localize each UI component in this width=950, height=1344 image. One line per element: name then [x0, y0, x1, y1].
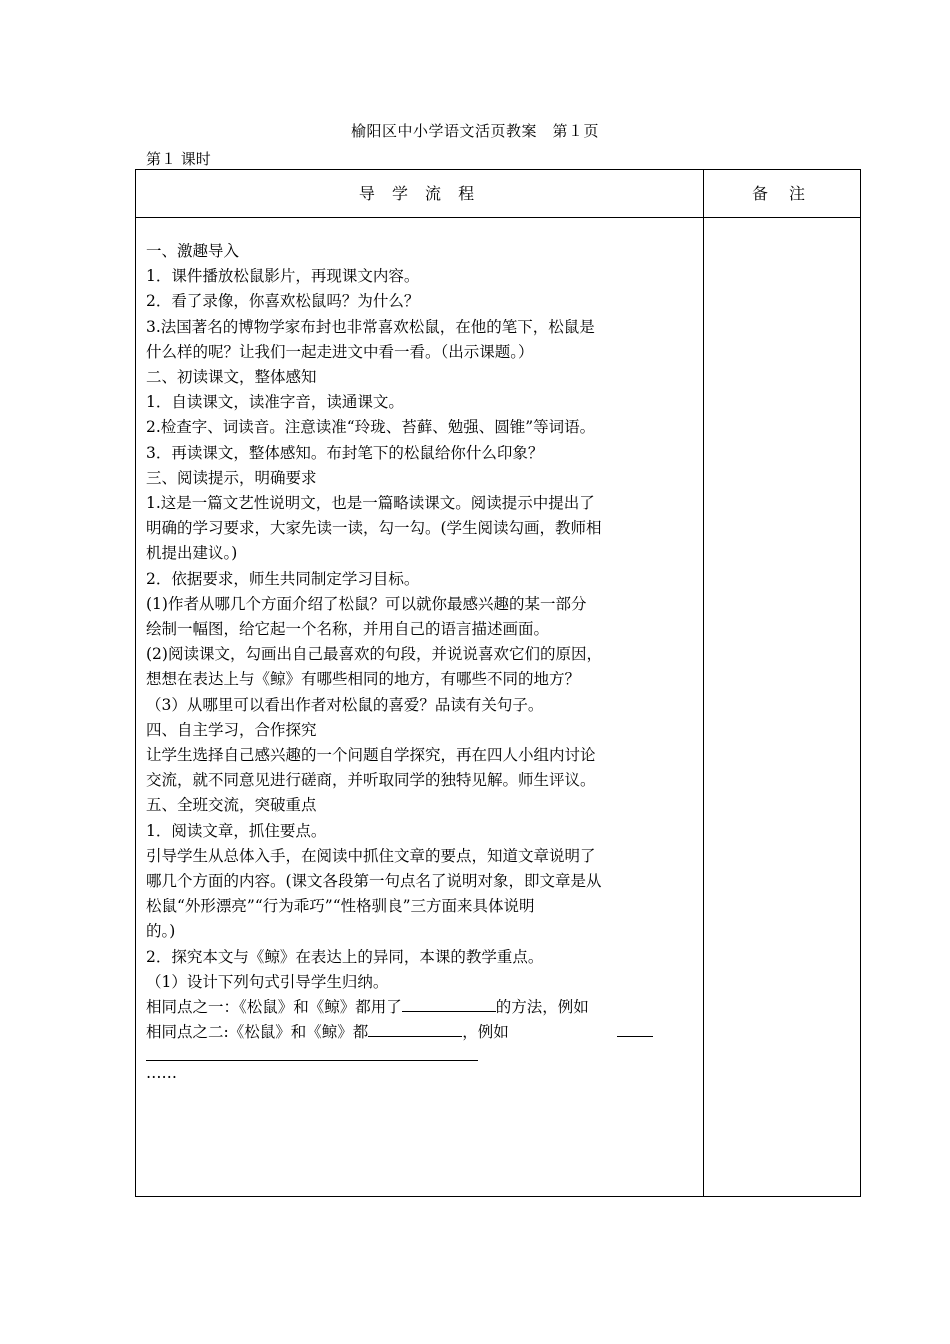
- text-line: （1）设计下列句式引导学生归纳。: [146, 972, 389, 991]
- text-line: 交流，就不同意见进行磋商，并听取同学的独特见解。师生评议。: [146, 771, 596, 790]
- text-line: 2．探究本文与《鲸》在表达上的异同，本课的教学重点。: [146, 947, 544, 966]
- lesson-plan-table: [135, 169, 861, 1197]
- notes-cell: [704, 218, 861, 1196]
- text-line: （3）从哪里可以看出作者对松鼠的喜爱？品读有关句子。: [146, 695, 544, 714]
- column-header-process: 导 学 流 程: [358, 184, 481, 203]
- ellipsis: ……: [146, 1063, 177, 1082]
- text-line: 机提出建议。): [146, 544, 238, 563]
- column-header-notes: 备 注: [751, 184, 814, 203]
- text-line: 3．再读课文，整体感知。布封笔下的松鼠给你什么印象？: [146, 443, 544, 462]
- fill-blank: [368, 1020, 462, 1037]
- text-line: 2．依据要求，师生共同制定学习目标。: [146, 569, 420, 588]
- fill-blank-line: [146, 1046, 478, 1061]
- section-heading: 四、自主学习，合作探究: [146, 720, 317, 739]
- section-heading: 一、激趣导入: [146, 242, 240, 260]
- text-line: 3.法国著名的博物学家布封也非常喜欢松鼠，在他的笔下，松鼠是: [146, 317, 595, 336]
- text-line: 的。): [146, 922, 176, 941]
- text-line: 1．自读课文，读准字音，读通课文。: [146, 393, 404, 412]
- text-line: 引导学生从总体入手，在阅读中抓住文章的要点，知道文章说明了: [146, 846, 596, 865]
- text-fragment: ，例如: [462, 1023, 509, 1042]
- text-line: 明确的学习要求，大家先读一读，勾一勾。(学生阅读勾画，教师相: [146, 519, 602, 538]
- lesson-label: 第１ 课时: [146, 150, 211, 168]
- text-fragment: 相同点之二:《松鼠》和《鲸》都: [146, 1023, 369, 1042]
- text-line: 想想在表达上与《鲸》有哪些相同的地方，有哪些不同的地方？: [146, 670, 581, 689]
- text-line: 1.这是一篇文艺性说明文，也是一篇略读课文。阅读提示中提出了: [146, 494, 595, 513]
- section-heading: 三、阅读提示，明确要求: [146, 468, 317, 487]
- text-line: 哪几个方面的内容。(课文各段第一句点名了说明对象，即文章是从: [146, 872, 602, 891]
- text-line: 2.检查字、词读音。注意读准“玲珑、苔藓、勉强、圆锥”等词语。: [146, 418, 596, 437]
- section-heading: 二、初读课文，整体感知: [146, 368, 317, 387]
- fill-in-line: [146, 995, 698, 1020]
- text-line: 什么样的呢？让我们一起走进文中看一看。（出示课题。）: [146, 342, 534, 361]
- text-line: 绘制一幅图，给它起一个名称，并用自己的语言描述画面。: [146, 620, 550, 639]
- text-line: (1)作者从哪几个方面介绍了松鼠？可以就你最感兴趣的某一部分: [146, 594, 587, 613]
- fill-in-line: [146, 1020, 698, 1045]
- fill-blank: [402, 995, 496, 1012]
- fill-blank: [617, 1020, 653, 1037]
- text-line: 松鼠“外形漂亮”“行为乖巧”“性格驯良”三方面来具体说明: [146, 897, 535, 916]
- text-fragment: 的方法，例如: [495, 998, 589, 1017]
- text-fragment: 相同点之一：《松鼠》和《鲸》都用了: [146, 998, 402, 1017]
- page-title: 榆阳区中小学语文活页教案 第１页: [350, 122, 599, 140]
- text-line: 让学生选择自己感兴趣的一个问题自学探究，再在四人小组内讨论: [146, 746, 596, 765]
- text-line: 2．看了录像，你喜欢松鼠吗？为什么？: [146, 292, 420, 311]
- section-heading: 五、全班交流，突破重点: [146, 796, 317, 815]
- text-line: (2)阅读课文，勾画出自己最喜欢的句段，并说说喜欢它们的原因，: [146, 645, 602, 664]
- text-line: 1．课件播放松鼠影片，再现课文内容。: [146, 267, 420, 286]
- text-line: 1．阅读文章，抓住要点。: [146, 821, 327, 840]
- process-content: [146, 239, 698, 1086]
